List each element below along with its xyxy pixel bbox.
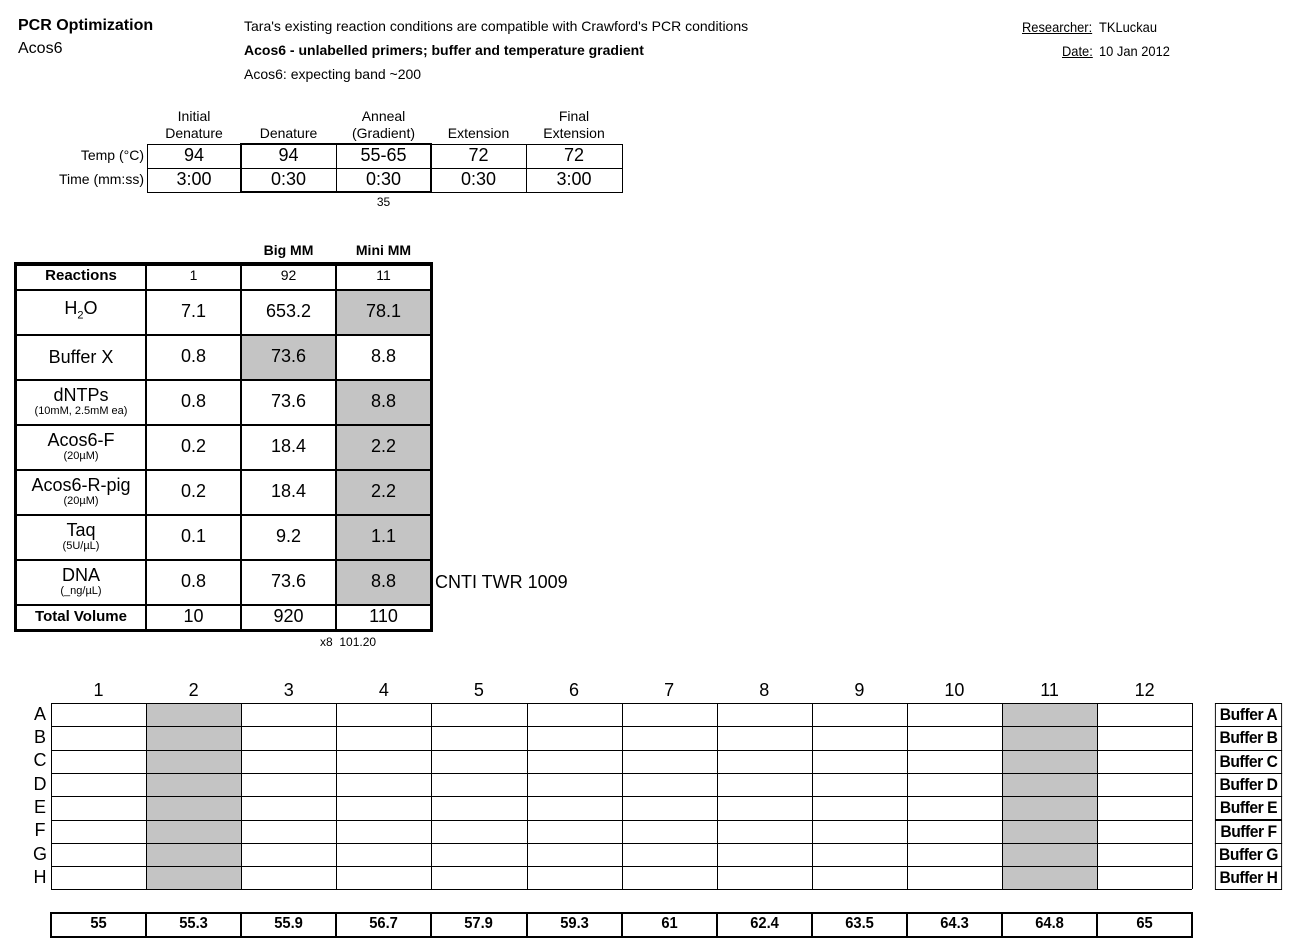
grid-line [147,144,148,193]
volume-value: 0.8 [180,570,207,591]
volume-value: 18.4 [270,435,307,456]
reagent-concentration: (5U/µL) [62,540,100,552]
temp-row-border [1096,912,1098,938]
table-border [14,262,17,632]
temp-value: 94 [183,145,205,166]
buffer-label: Buffer F [1215,820,1282,844]
plate-column-number: 6 [569,680,580,701]
table-border [14,262,433,265]
reagent-label [16,559,146,604]
reagent-name [64,298,97,326]
reagent-label [16,469,146,514]
buffer-label: Buffer E [1215,796,1282,820]
volume-value: 0.2 [180,480,207,501]
buffer-label: Buffer A [1215,703,1282,727]
gradient-temp: 63.5 [845,915,874,933]
buffer-label: Buffer G [1215,843,1282,867]
reagent-concentration: (20µM) [63,495,99,507]
time-value: 3:00 [176,169,212,190]
temp-row-border [335,912,337,938]
reagent-label [16,514,146,559]
table-border [430,262,433,632]
reagent-name-text: DNA [61,565,100,585]
temp-row-border [621,912,623,938]
reactions-count: 11 [376,267,391,284]
gradient-temp: 64.3 [940,915,969,933]
grid-line [16,514,431,516]
grid-line [1002,703,1003,889]
total-value: 10 [183,606,204,627]
temp-row-border [526,912,528,938]
cycle-count: 35 [376,195,391,210]
table-border [14,629,433,632]
temp-row-border [50,912,52,938]
gradient-temp: 65 [1136,915,1153,933]
volume-value: 0.2 [180,435,207,456]
grid-line [527,703,528,889]
grid-line [717,703,718,889]
volume-value: 0.8 [180,345,207,366]
plate-column-number: 1 [93,680,104,701]
reagent-name-text: dNTPs [53,385,109,405]
temp-row-border [240,912,242,938]
gradient-temp: 55 [90,915,107,933]
total-label: Total Volume [35,607,127,625]
reactions-count: 1 [189,267,198,284]
volume-value: 7.1 [180,300,207,321]
reagent-name-text: Taq [66,520,96,540]
volume-value: 73.6 [270,390,307,411]
volume-value: 73.6 [270,570,307,591]
volume-value: 0.1 [180,525,207,546]
gradient-temp: 64.8 [1035,915,1064,933]
volume-value: 2.2 [370,480,397,501]
date-value: 10 Jan 2012 [1099,43,1170,59]
cycle-step-header: Anneal (Gradient) [351,108,416,141]
reagent-name [53,385,108,405]
cycle-box [240,143,432,145]
reagent-name [47,430,114,450]
researcher-label: Researcher: [1022,19,1093,35]
reagent-label [16,289,146,334]
plate-column-number: 4 [378,680,389,701]
buffer-label: Buffer D [1215,773,1282,797]
reagent-name-text: Acos6-R-pig [31,475,131,495]
total-value: 110 [369,606,398,627]
researcher-value: TKLuckau [1099,19,1158,35]
reagent-label [16,424,146,469]
grid-line [16,424,431,426]
date-label: Date: [1062,43,1093,59]
grid-line [622,144,623,193]
temp-row-border [906,912,908,938]
volume-value: 0.8 [180,390,207,411]
volume-value: 73.6 [270,345,307,366]
temp-row-border [716,912,718,938]
time-value: 0:30 [270,169,307,190]
time-value: 0:30 [460,169,497,190]
reagent-name-tail: O [83,297,98,318]
gradient-temp: 59.3 [559,915,589,933]
page-title: PCR Optimization [18,17,154,34]
gradient-temp: 55.9 [274,915,304,933]
buffer-label: Buffer C [1215,750,1282,774]
plate-row-letter: D [33,773,47,794]
grid-line [335,264,337,630]
volume-value: 8.8 [370,390,397,411]
reagent-name [49,347,114,367]
reagent-concentration: (_ng/µL) [60,585,102,597]
grid-line [146,703,147,889]
plate-column-number: 3 [283,680,294,701]
cycle-step-header: Extension [447,125,510,141]
plate-row-letter: E [33,796,46,817]
cycle-box [430,143,432,193]
volume-value: 78.1 [365,300,402,321]
plate-row-letter: H [33,866,47,887]
grid-line [526,144,527,193]
temp-row-border [811,912,813,938]
plate-row-letter: G [32,843,47,864]
reagent-name-text: Acos6-F [47,430,115,450]
temp-value: 94 [278,145,299,166]
cycle-box [240,191,432,193]
plate-column-number: 5 [473,680,484,701]
reagent-name [66,520,95,540]
mm-column-header: Big MM [263,242,314,259]
grid-line [16,604,431,606]
volume-value: 9.2 [275,525,302,546]
grid-line [16,559,431,561]
plate-column-number: 8 [759,680,770,701]
grid-line [812,703,813,889]
reagent-name [31,475,130,495]
grid-line [241,703,242,889]
grid-line [336,144,337,193]
time-value: 3:00 [556,169,592,190]
plate-row-letter: C [33,750,47,771]
gradient-temp: 61 [660,915,678,933]
reagent-concentration: (10mM, 2.5mM ea) [34,405,128,417]
cycle-row-label: Temp (°C) [80,147,144,164]
grid-line [16,469,431,471]
grid-line [16,379,431,381]
plate-column-number: 2 [188,680,199,701]
total-value: 920 [273,606,304,627]
plate-row-letter: F [34,820,46,841]
grid-line [1097,703,1098,889]
gradient-temp: 55.3 [179,915,208,933]
plate-column-number: 9 [854,680,865,701]
reagent-name-text: Buffer X [48,346,114,367]
grid-line [145,264,147,630]
grid-line [51,703,52,889]
plate-row-letter: A [33,703,46,724]
grid-line [16,334,431,336]
grid-line [907,703,908,889]
note-line-3: Acos6: expecting band ~200 [244,66,422,82]
grid-line [622,703,623,889]
buffer-label: Buffer B [1215,726,1282,750]
temp-row-border [1191,912,1193,938]
grid-line [1192,703,1193,889]
plate-column-number: 12 [1134,680,1155,701]
grid-line [240,264,242,630]
reagent-subscript: 2 [77,309,84,322]
reagent-name-text: H [64,297,78,318]
gradient-temp: 56.7 [369,915,399,933]
multiplier-note: x8 101.20 [320,635,377,649]
cycle-row-label: Time (mm:ss) [58,171,144,188]
temp-row-border [1001,912,1003,938]
temp-value: 72 [563,145,585,166]
temp-value: 72 [468,145,489,166]
dna-note: CNTI TWR 1009 [435,572,568,592]
time-value: 0:30 [365,169,402,190]
plate-column-number: 10 [944,680,965,701]
cycle-step-header: Final Extension [543,108,605,141]
reagent-label [16,334,146,379]
plate-row-letter: B [33,727,46,748]
grid-line [336,703,337,889]
cycle-box [240,143,242,193]
mm-column-header: Mini MM [355,242,412,259]
volume-value: 653.2 [265,300,312,321]
note-line-2: Acos6 - unlabelled primers; buffer and temperature gradient [244,42,644,58]
reagent-name [62,565,100,585]
volume-value: 18.4 [270,480,307,501]
plate-column-number: 7 [664,680,675,701]
page-subtitle: Acos6 [18,40,63,57]
grid-line [16,289,431,291]
reagent-concentration: (20µM) [63,450,99,462]
cycle-step-header: Initial Denature [165,108,223,141]
reactions-count: 92 [280,267,297,284]
volume-value: 2.2 [370,435,397,456]
reagent-label [16,379,146,424]
temp-row-border [145,912,147,938]
buffer-label: Buffer H [1215,866,1282,890]
gradient-temp: 62.4 [749,915,779,933]
grid-line [431,703,432,889]
reactions-header-label: Reactions [45,266,117,284]
temp-value: 55-65 [360,145,407,166]
cycle-step-header: Denature [259,125,318,141]
temp-row-border [430,912,432,938]
gradient-temp: 57.9 [464,915,494,933]
note-line-1: Tara's existing reaction conditions are compatible with Crawford's PCR conditions [244,18,749,34]
volume-value: 8.8 [370,345,397,366]
grid-line [51,889,1192,890]
volume-value: 1.1 [370,525,397,546]
volume-value: 8.8 [370,570,397,591]
plate-column-number: 11 [1040,680,1059,701]
grid-line [147,168,623,169]
